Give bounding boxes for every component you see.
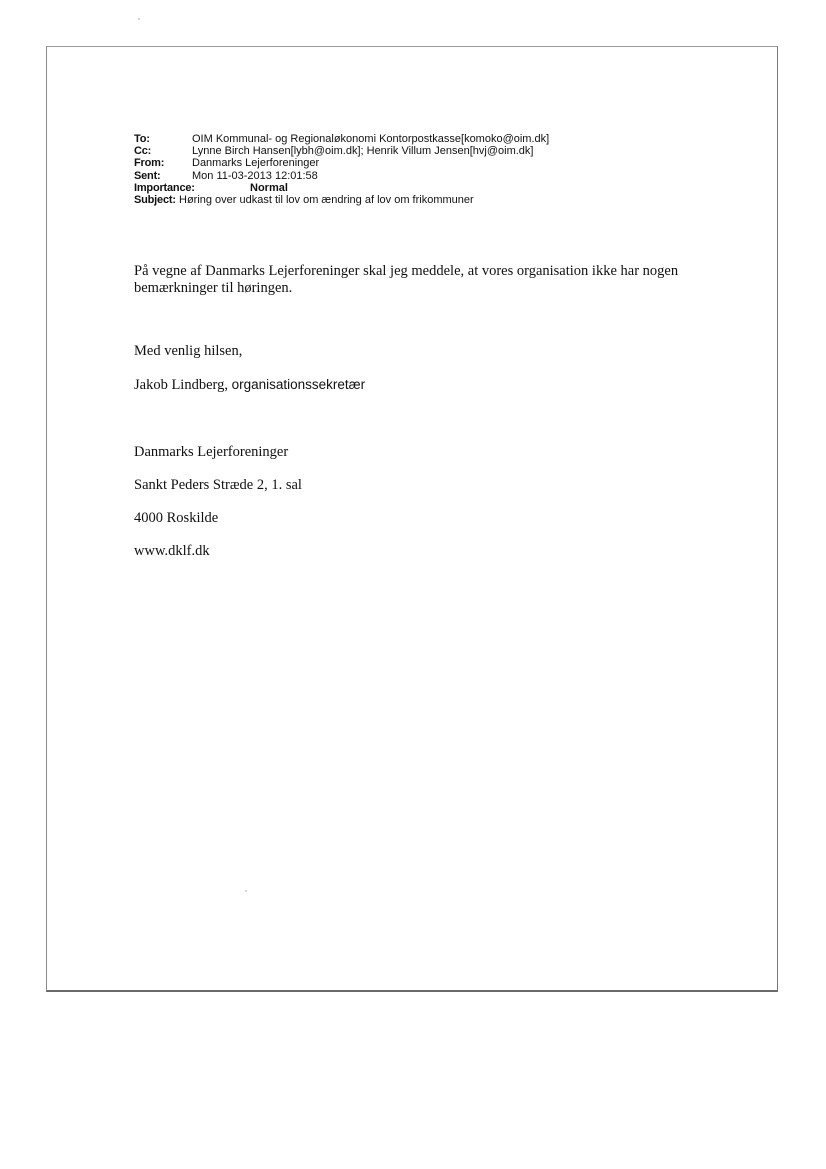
address-city: 4000 Roskilde — [134, 510, 219, 526]
header-row-to — [134, 133, 734, 145]
greeting: Med venlig hilsen, — [134, 343, 243, 359]
header-row-importance — [134, 182, 734, 194]
email-header — [134, 133, 734, 206]
from-value: Danmarks Lejerforeninger — [192, 157, 320, 170]
signer-name: Jakob Lindberg, — [134, 377, 228, 393]
header-row-cc — [134, 145, 734, 157]
message-line-1: På vegne af Danmarks Lejerforeninger skal jeg meddele, at vores organisation ikke har nogen — [134, 263, 679, 279]
signature-line — [134, 375, 365, 395]
org-name: Danmarks Lejerforeninger — [134, 444, 289, 460]
cc-value: Lynne Birch Hansen[lybh@oim.dk]; Henrik Villum Jensen[hvj@oim.dk] — [192, 145, 534, 158]
header-row-subject — [134, 194, 734, 206]
scan-speck — [245, 890, 247, 892]
sent-label: Sent: — [134, 169, 161, 182]
header-row-from — [134, 157, 734, 169]
to-label: To: — [134, 133, 150, 145]
subject-label: Subject: — [134, 193, 176, 206]
website-text: www.dklf.dk — [134, 543, 210, 559]
address-street: Sankt Peders Stræde 2, 1. sal — [134, 477, 302, 493]
message-line-2: bemærkninger til høringen. — [134, 280, 293, 296]
scan-speck — [138, 18, 140, 20]
importance-value: Normal — [250, 181, 288, 194]
importance-label: Importance: — [134, 181, 195, 194]
signer-title: organisationssekretær — [231, 377, 366, 392]
from-label: From: — [134, 157, 165, 170]
cc-label: Cc: — [134, 145, 152, 158]
sent-value: Mon 11-03-2013 12:01:58 — [192, 169, 318, 182]
subject-value: Høring over udkast til lov om ændring af lov om frikommuner — [179, 193, 474, 206]
to-value: OIM Kommunal- og Regionaløkonomi Kontorpostkasse[komoko@oim.dk] — [192, 133, 550, 145]
header-row-sent — [134, 170, 734, 182]
